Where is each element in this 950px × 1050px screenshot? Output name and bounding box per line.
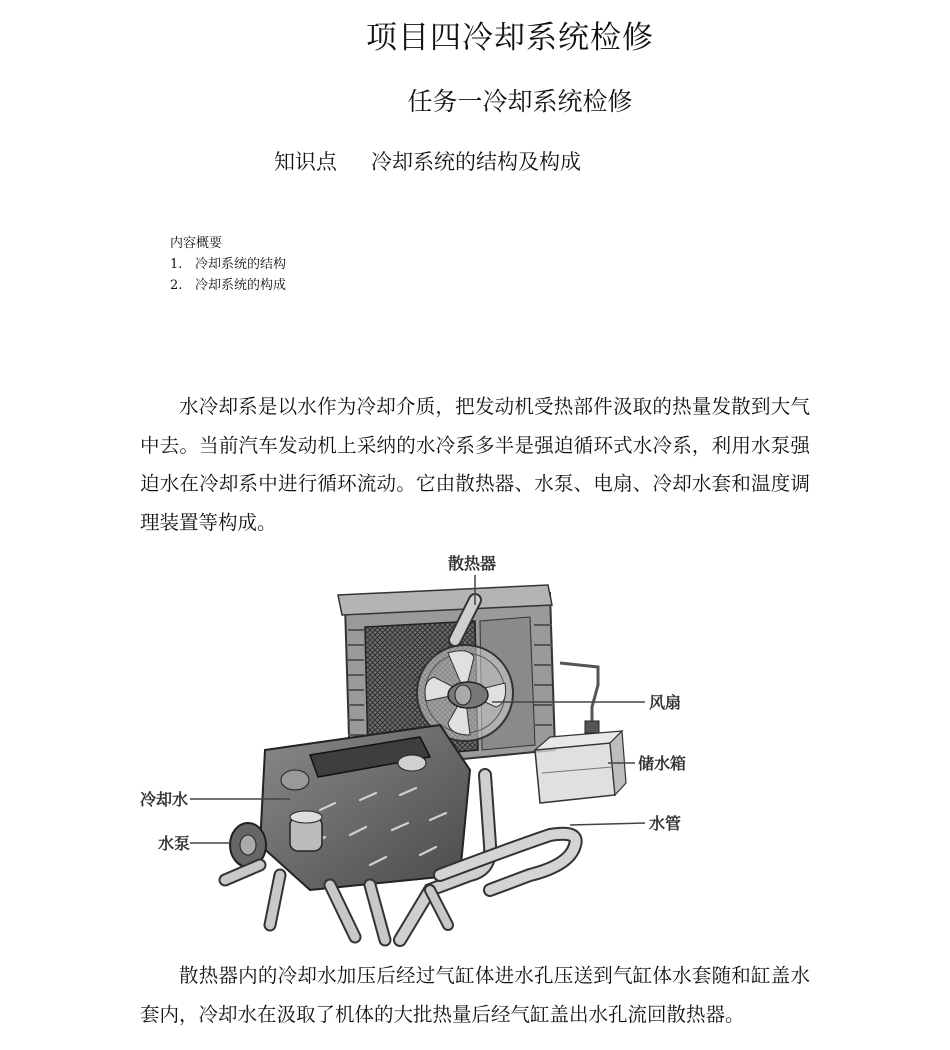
- outline-item-number: 2.: [170, 278, 183, 293]
- body-paragraph-2: 散热器内的冷却水加压后经过气缸体进水孔压送到气缸体水套随和缸盖水套内，冷却水在汲取了机体的大批热量后经气缸盖出水孔流回散热器。: [140, 964, 810, 1026]
- cooling-system-diagram: [130, 545, 710, 950]
- project-title: 项目四冷却系统检修: [366, 20, 654, 56]
- body-paragraph-1: 水冷却系是以水作为冷却介质，把发动机受热部件汲取的热量发散到大气中去。当前汽车发动机上采纳的水冷系多半是强迫循环式水冷系，利用水泵强迫水在冷却系中进行循环流动。它由散热器、水泵、电扇、冷却水套和温度调理装置等构成。: [140, 395, 810, 534]
- knowledge-point-name: 冷却系统的结构及构成: [371, 150, 581, 174]
- label-coolant: 冷却水: [140, 790, 189, 809]
- outline-item-text: 冷却系统的构成: [195, 278, 287, 293]
- engine-block: [260, 725, 470, 890]
- knowledge-point-heading: [274, 146, 581, 176]
- knowledge-point-label: 知识点: [274, 150, 337, 174]
- label-reservoir: 储水箱: [638, 754, 687, 773]
- outline-item: [170, 254, 286, 275]
- outline-heading: 内容概要: [170, 236, 223, 251]
- label-water-pump: 水泵: [158, 834, 191, 853]
- label-fan: 风扇: [649, 693, 682, 712]
- outline-item-text: 冷却系统的结构: [195, 257, 287, 272]
- label-radiator: 散热器: [448, 554, 497, 573]
- task-title: 任务一冷却系统检修: [407, 87, 633, 116]
- outline-item: [170, 275, 286, 296]
- label-water-pipe: 水管: [649, 814, 682, 833]
- content-outline: [170, 233, 286, 296]
- outline-item-number: 1.: [170, 257, 183, 272]
